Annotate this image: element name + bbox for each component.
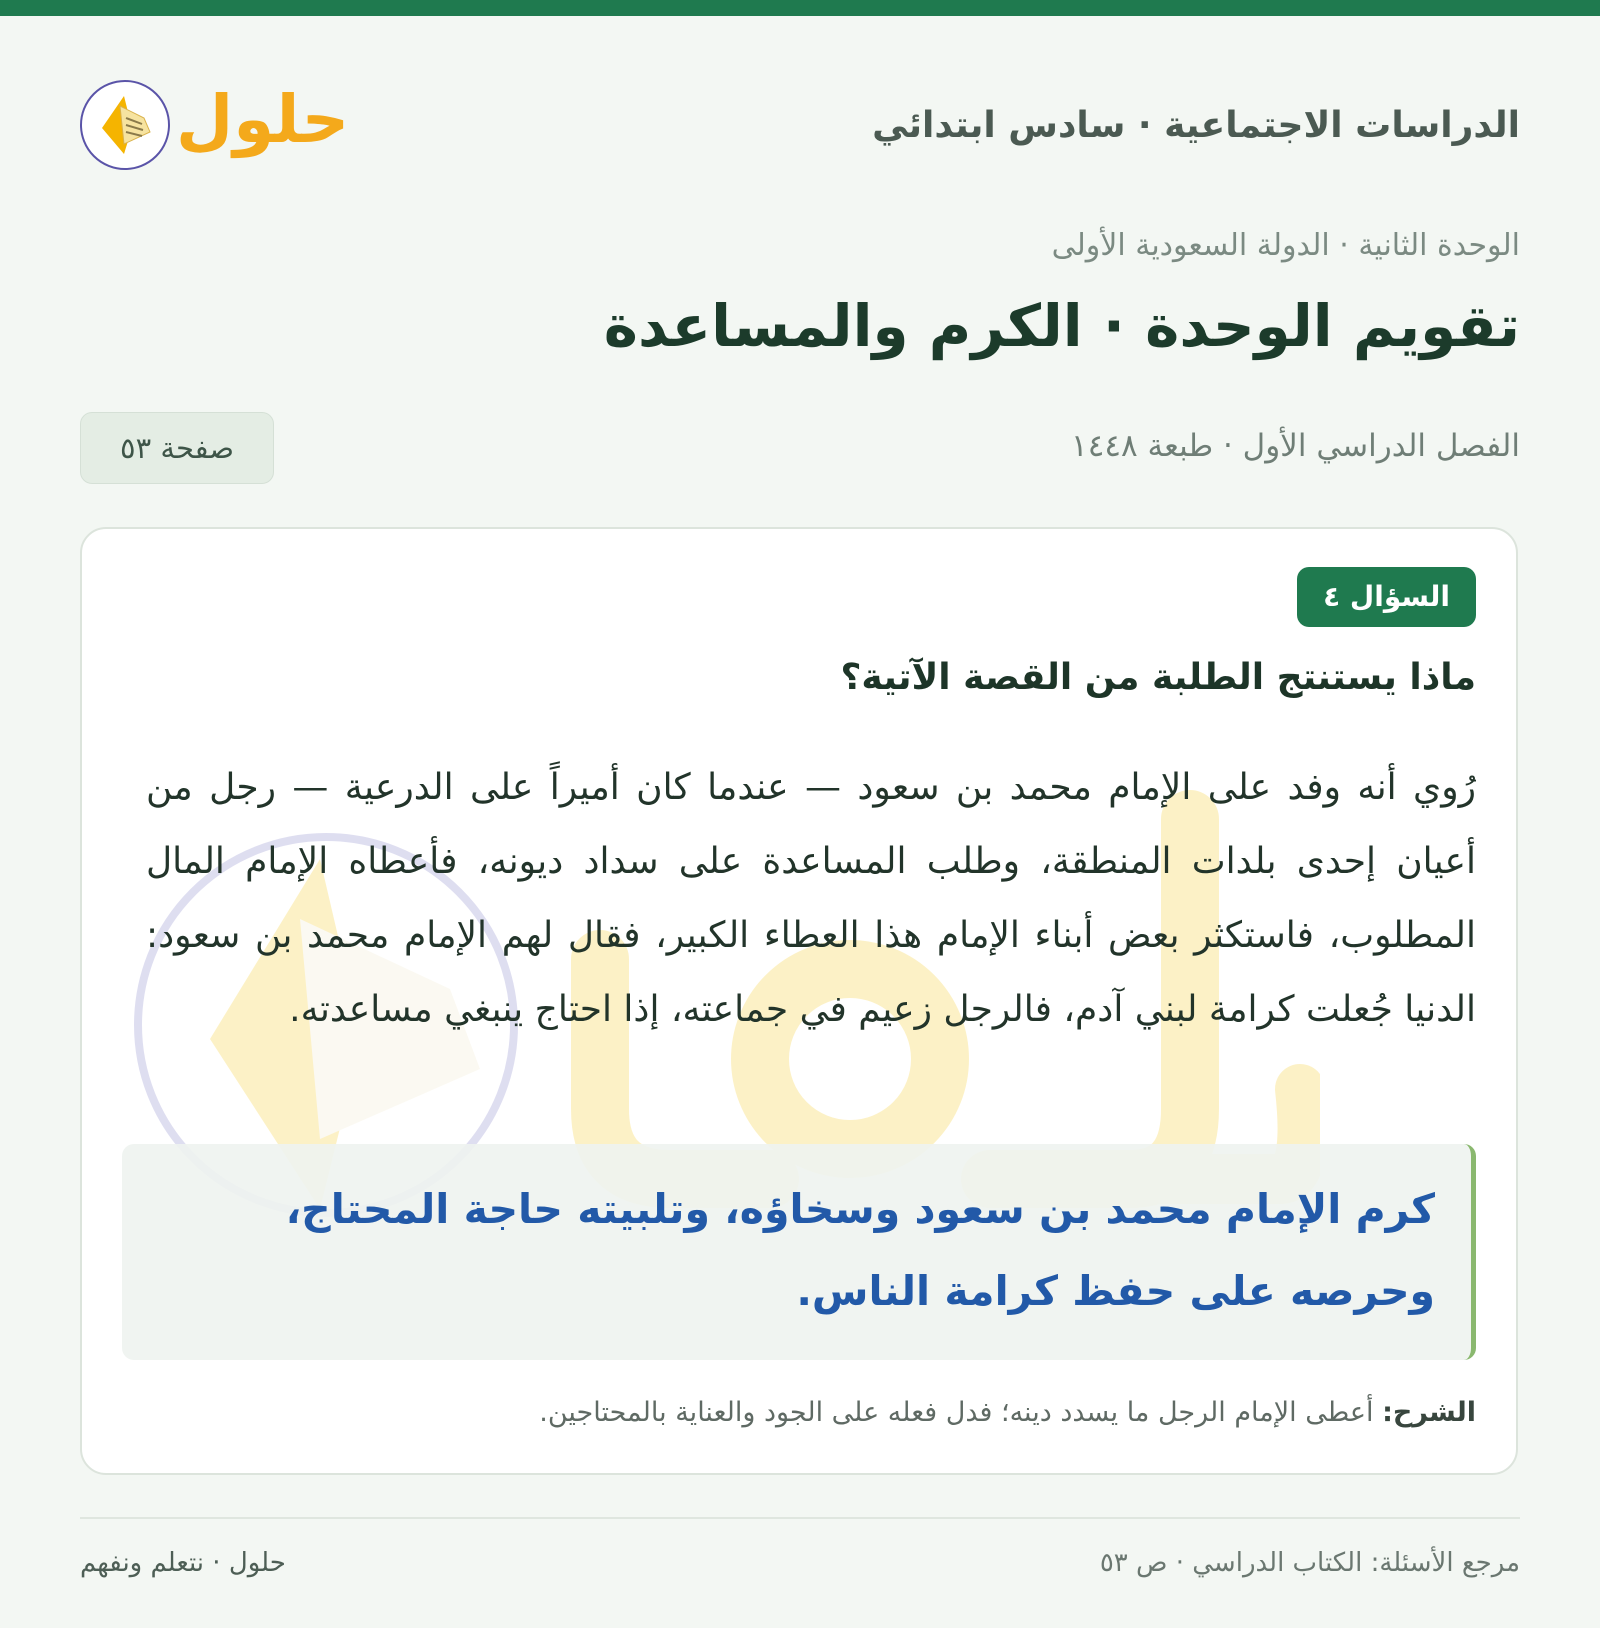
logo-wordmark: حلول — [176, 81, 350, 158]
answer-text: كرم الإمام محمد بن سعود وسخاؤه، وتلبيته حاجة المحتاج، وحرصه على حفظ كرامة الناس. — [285, 1185, 1435, 1315]
book-diamond-icon — [80, 80, 170, 170]
page-title: تقويم الوحدة · الكرم والمساعدة — [603, 292, 1520, 360]
brand-logo[interactable] — [80, 80, 349, 170]
question-number-badge: السؤال ٤ — [1297, 567, 1476, 627]
explanation-label: الشرح: — [1382, 1397, 1476, 1428]
subject-title: الدراسات الاجتماعية · سادس ابتدائي — [872, 104, 1520, 146]
explanation — [539, 1397, 1476, 1428]
story-paragraph: رُوي أنه وفد على الإمام محمد بن سعود — عندما كان أميراً على الدرعية — رجل من أعيان إحدى بلدات المنطقة، وطلب المساعدة على سداد ديونه، فأعطاه الإمام المال المطلوب، فاستكثر بعض أبناء الإمام هذا العطاء الكبير، فقال لهم الإمام محمد بن سعود: الدنيا جُعلت كرامة لبني آدم، فالرجل زعيم في جماعته، إذا احتاج ينبغي مساعدته. — [146, 767, 1476, 1030]
unit-breadcrumb: الوحدة الثانية · الدولة السعودية الأولى — [1051, 228, 1520, 263]
top-accent-bar — [0, 0, 1600, 16]
answer-box — [122, 1144, 1476, 1360]
question-card — [80, 527, 1518, 1475]
question-text: ماذا يستنتج الطلبة من القصة الآتية؟ — [840, 657, 1476, 698]
explanation-text: أعطى الإمام الرجل ما يسدد دينه؛ فدل فعله على الجود والعناية بالمحتاجين. — [539, 1397, 1374, 1428]
page-header — [80, 70, 1520, 180]
edition-meta: الفصل الدراسي الأول · طبعة ١٤٤٨ — [1071, 428, 1520, 464]
footer-reference: مرجع الأسئلة: الكتاب الدراسي · ص ٥٣ — [1099, 1548, 1520, 1578]
footer-brand: حلول · نتعلم ونفهم — [80, 1548, 286, 1578]
page-number-badge: صفحة ٥٣ — [80, 412, 274, 484]
footer-divider — [80, 1517, 1520, 1519]
